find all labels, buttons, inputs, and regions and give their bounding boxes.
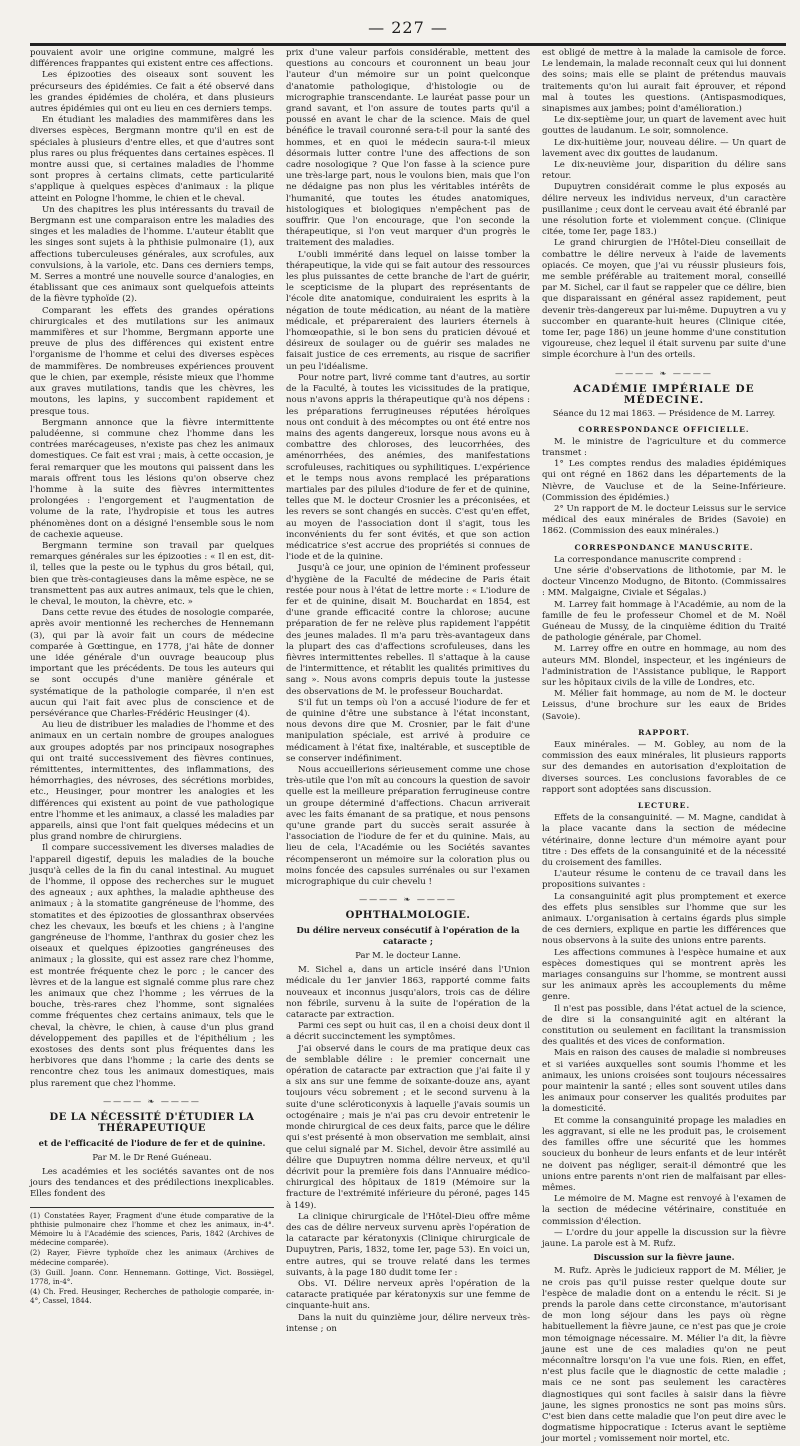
paragraph: Le grand chirurgien de l'Hôtel-Dieu conseillait de combattre le délire nerveux à l'aide de lavements opiacés. Ce moyen, que j'ai vu réussir plusieurs fois, me semble préférable au traitement moral, conseillé par M. Sichel, car il faut se rappeler que ce délire, bien que disparaissant en général assez rapidement, peut devenir très-dangereux par lui-même. Dupuytren a vu y succomber en quarante-huit heures (Clinique citée, tome Ier, page 186) un jeune homme d'une constitution vigoureuse, chez lequel il était survenu par suite d'une simple écorchure à l'un des orteils. [542, 238, 786, 361]
article-subtitle: et de l'efficacité de l'iodure de fer et de quinine. [38, 1137, 266, 1148]
paragraph: Au lieu de distribuer les maladies de l'homme et des animaux en un certain nombre de groupes analogues aux groupes adoptés par nos principaux nosographes qui ont traité successivement des fièvres continues, rémittentes, intermittentes, des inflammations, des hémorrhagies, des névroses, des sécrétions morbides, etc., Heusinger, pour montrer les analogies et les différences qui existent au point de vue pathologique entre l'homme et les animaux, a classé les maladies par appareils, ainsi que l'ont fait quelques médecins et un plus grand nombre de chirurgiens. [30, 720, 274, 843]
column-3 [542, 48, 786, 1446]
paragraph: Nous accueillerions sérieusement comme une chose très-utile que l'on mît au concours la question de savoir quelle est la meilleure préparation ferrugineuse contre un groupe déterminé d'affections. Chacun arriverait avec les faits émanant de sa pratique, et nous pensons qu'une grande part du succès serait assurée à l'association de l'iodure de fer et du quinine. Mais, au lieu de cela, l'Académie ou les Sociétés savantes récompenseront un mémoire sur la coloration plus ou moins foncée des capsules surrénales ou sur l'examen micrographique du cuir chevelu ! [286, 765, 530, 888]
paragraph: prix d'une valeur parfois considérable, mettent des questions au concours et couronnent un beau jour l'auteur d'un mémoire sur un point quelconque d'anatomie pathologique, d'histologie ou de micrographie transcendante. Le lauréat passe pour un grand savant, et l'on assure de toutes parts qu'il a poussé en avant le char de la science. Mais de quel bénéfice le travail couronné sera-t-il pour la santé des hommes, et en quoi le médecin saura-t-il mieux désormais lutter contre l'une des affections de son cadre nosologique ? Que l'on fasse à la science pure une très-large part, nous le voulons bien, mais que l'on ne dédaigne pas non plus les véritables intérêts de l'humanité, que toutes les études anatomiques, histologiques et biologiques n'empêchent pas de souffrir. Que l'on encourage, que l'on seconde la thérapeutique, si l'on veut marquer d'un progrès le traitement des maladies. [286, 48, 530, 249]
paragraph: Obs. VI. Délire nerveux après l'opération de la cataracte pratiquée par kératonyxis sur une femme de cinquante-huit ans. [286, 1278, 530, 1312]
section-separator [286, 894, 530, 905]
report-label: RAPPORT. [638, 727, 690, 737]
paragraph: Effets de la consanguinité. — M. Magne, candidat à la place vacante dans la section de médecine vétérinaire, donne lecture d'un mémoire ayant pour titre : Des effets de la consanguinité et de la nécessité du croisement des familles. [542, 813, 786, 869]
paragraph: M. Larrey offre en outre en hommage, au nom des auteurs MM. Blondel, inspecteur, et les ingénieurs de l'administration de l'Assistance publique, le Rapport sur les hôpitaux civils de la ville de Londres, etc. [542, 644, 786, 688]
paragraph: Mais en raison des causes de maladie si nombreuses et si variées auxquelles sont soumis l'homme et les animaux, les unions croisées sont toujours nécessaires pour maintenir la santé ; elles sont souvent utiles dans les animaux pour conserver les qualités produites par la domesticité. [542, 1048, 786, 1115]
footnotes [30, 1207, 274, 1306]
article-author: Par M. le Dr René Guéneau. [92, 1151, 212, 1162]
header-rule [30, 43, 786, 46]
paragraph: S'il fut un temps où l'on a accusé l'iodure de fer et de quinine d'être une substance à l'état inconstant, nous devons dire que M. Crosnier, par le fait d'une manipulation spéciale, est arrivé à produire ce médicament à l'état fixe, inaltérable, et susceptible de se conserver indéfiniment. [286, 697, 530, 764]
paragraph: Pour notre part, livré comme tant d'autres, au sortir de la Faculté, à toutes les vicissitudes de la pratique, nous n'avons appris la thérapeutique qu'à nos dépens : les préparations ferrugineuses réputées héroïques nous ont conduit à des mécomptes ou ont été entre nos mains des agents dangereux, lorsque nous avons eu à combattre des chloroses, des leucorrhées, des aménorrhées, des anémies, des manifestations scrofuleuses, rachitiques ou syphilitiques. L'expérience et le temps nous avons remplacé les préparations martiales par des pilules d'iodure de fer et de quinine, telles que M. le docteur Crosnier les a préconisées, et les revers se sont changés en succès. C'est qu'en effet, au moyen de l'association dont il s'agit, tous les inconvénients du fer sont évités, et que son action médicatrice s'est accrue des propriétés si connues de l'iode et de la quinine. [286, 372, 530, 563]
paragraph: M. Sichel a, dans un article inséré dans l'Union médicale du 1er janvier 1863, rapporté comme faits nouveaux et inconnus jusqu'alors, trois cas de délire non fébrile, survenu à la suite de l'opération de la cataracte par extraction. [286, 965, 530, 1021]
paragraph: La clinique chirurgicale de l'Hôtel-Dieu offre même des cas de délire nerveux survenu après l'opération de la cataracte par kératonyxis (Clinique chirurgicale de Dupuytren, Paris, 1832, tome Ier, page 53). En voici un, entre autres, qui se trouve relaté dans les termes suivants, à la page 180 dudit tome Ier : [286, 1211, 530, 1278]
paragraph: Il n'est pas possible, dans l'état actuel de la science, de dire si la consanguinité agit en altérant la constitution ou seulement en facilitant la transmission des qualités et des vices de conformation. [542, 1003, 786, 1048]
paragraph: Un des chapitres les plus intéressants du travail de Bergmann est une comparaison entre les maladies des singes et les maladies de l'homme. L'auteur établit que les singes sont sujets à la phthisie pulmonaire (1), aux affections tuberculeuses générales, aux scrofules, aux convulsions, à la variole, etc. Dans ces derniers temps, M. Serres a montré une nouvelle source d'analogies, en établissant que ces animaux sont quelquefois atteints de la fièvre typhoïde (2). [30, 204, 274, 305]
paragraph: est obligé de mettre à la malade la camisole de force. Le lendemain, la malade reconnaît ceux qui lui donnent des soins; mais elle se plaint de prétendus mauvais traitements qu'on lui aurait fait éprouver, et répond mal à toutes les questions. (Antispasmodiques, sinapismes aux jambes; point d'amélioration.) [542, 48, 786, 115]
paragraph: J'ai observé dans le cours de ma pratique deux cas de semblable délire : le premier concernait une opération de cataracte par extraction que j'ai faite il y a six ans sur une femme de soixante-douze ans, ayant toujours vécu sobrement ; et le second survenu à la suite d'une scléroticonyxis à laquelle j'avais soumis un octogénaire ; mais je n'ai pas cru devoir entretenir le monde chirurgical de ces deux faits, parce que le délire qui s'est présenté à mon observation me semblait, ainsi que celui signalé par M. Sichel, devoir être assimilé au délire que Dupuytren nomma délire nerveux, et qu'il décrivit pour la première fois dans l'Annuaire médico-chirurgical des hôpitaux de 1819 (Mémoire sur la fracture de l'extrémité inférieure du péroné, pages 145 à 149). [286, 1043, 530, 1211]
footnote: (2) Rayer, Fièvre typhoïde chez les animaux (Archives de médecine comparée). [30, 1248, 274, 1267]
paragraph: En étudiant les maladies des mammifères dans les diverses espèces, Bergmann montre qu'il en est de spéciales à plusieurs d'entre elles, et que d'autres sont plus rares ou plus fréquentes dans certaines espèces. Il montre aussi que, si certaines maladies de l'homme sont propres à certains climats, cette particularité s'applique à quelques espèces d'animaux : la plique atteint en Pologne l'homme, le chien et le cheval. [30, 115, 274, 204]
paragraph: L'oubli immérité dans lequel on laisse tomber la thérapeutique, la vide qui se fait autour des ressources les plus puissantes de cette branche de l'art de guérir, le scepticisme de la plupart des représentants de l'école dite anatomique, conduiraient les esprits à la négation de toute médication, au néant de la matière médicale, et prépareraient des lauriers éternels à l'homœopathie, si le bon sens du praticien dévoué et désireux de soulager ou de guérir ses malades ne faisait justice de ces errements, au risque de sacrifier un peu l'idéalisme. [286, 249, 530, 372]
section-separator [542, 368, 786, 379]
footnote: (3) Guill. Joann. Conr. Hennemann. Gottinge, Vict. Bossiègel, 1778, in-4°. [30, 1267, 274, 1286]
paragraph: Jusqu'à ce jour, une opinion de l'éminent professeur d'hygiène de la Faculté de médecine de Paris était restée pour nous à l'état de lettre morte : « L'iodure de fer et de quinine, disait M. Bouchardat en 1854, est d'une grande efficacité contre la chlorose; aucune préparation de fer ne relève plus rapidement l'appétit des jeunes malades. Il m'a paru très-avantageux dans la plupart des cas d'affections scrofuleuses, dans les fièvres intermittentes rebelles. Il s'attaque à la cause de l'intermittence, et rétablit les qualités primitives du sang ». Nous avons compris depuis toute la justesse des observations de M. le professeur Bouchardat. [286, 563, 530, 697]
paragraph: Dans la nuit du quinzième jour, délire nerveux très-intense ; on [286, 1312, 530, 1334]
column-1 [30, 48, 274, 1446]
paragraph: M. le ministre de l'agriculture et du commerce transmet : [542, 436, 786, 458]
article-subtitle: Du délire nerveux consécutif à l'opération de la cataracte ; [296, 924, 520, 946]
paragraph: Dans cette revue des études de nosologie comparée, après avoir mentionné les recherches de Hennemann (3), qui par là avoir fait un cours de médecine comparée à Gœttingue, en 1778, j'ai hâte de donner une idée générale d'un ouvrage beaucoup plus important que les précédents. De tous les auteurs qui se sont occupés d'une manière générale et systématique de la pathologie comparée, il n'en est aucun qui l'ait fait avec plus de conscience et de persévérance que Charles-Frédéric Heusinger (4). [30, 608, 274, 719]
paragraph: Dupuytren considérait comme le plus exposés au délire nerveux les individus nerveux, d'un caractère pusillanime ; ceux dont le cerveau avait été ébranlé par une résolution forte et violemment conçue. (Clinique citée, tome Ier, page 183.) [542, 182, 786, 238]
paragraph: M. Rufz. Après le judicieux rapport de M. Mélier, je ne crois pas qu'il puisse rester quelque doute sur l'espèce de maladie dont on a entendu le récit. Si je prends la parole dans cette circonstance, m'autorisant de mon long séjour dans les pays où règne habituellement la fièvre jaune, ce n'est pas que je croie mon témoignage nécessaire. M. Mélier l'a dit, la fièvre jaune est une de ces maladies qu'on ne peut méconnaître lorsqu'on l'a vue une fois. Rien, en effet, n'est plus facile que le diagnostic de cette maladie ; mais ce ne sont pas seulement les caractères diagnostiques qui sont faciles à saisir dans la fièvre jaune, les signes pronostics ne sont pas moins sûrs. C'est bien dans cette maladie que l'on peut dire avec le dogmatisme hippocratique : Icterus avant le septième jour mortel ; vomissement noir mortel, etc. [542, 1266, 786, 1445]
paragraph: — L'ordre du jour appelle la discussion sur la fièvre jaune. La parole est à M. Rufz. [542, 1227, 786, 1249]
paragraph: Parmi ces sept ou huit cas, il en a choisi deux dont il a décrit succinctement les symptômes. [286, 1021, 530, 1043]
discussion-title: Discussion sur la fièvre jaune. [593, 1252, 735, 1263]
text-columns [30, 48, 786, 1445]
paragraph: La consanguinité agit plus promptement et exerce des effets plus sensibles sur l'homme que sur les animaux. L'organisation à certains égards plus simple de ces derniers, explique en partie les différences que nous observons à la suite des unions entre parents. [542, 891, 786, 947]
paragraph: Les académies et les sociétés savantes ont de nos jours des tendances et des prédilections inexplicables. Elles fondent des [30, 1166, 274, 1200]
paragraph: Le dix-huitième jour, nouveau délire. — Un quart de lavement avec dix gouttes de laudanum. [542, 137, 786, 159]
paragraph: 1° Les comptes rendus des maladies épidémiques qui ont régné en 1862 dans les départements de la Nièvre, de Vaucluse et de la Seine-Inférieure. (Commission des épidémies.) [542, 459, 786, 503]
paragraph: M. Larrey fait hommage à l'Académie, au nom de la famille de feu le professeur Chomel et de M. Noël Guéneau de Mussy, de la cinquième édition du Traité de pathologie générale, par Chomel. [542, 599, 786, 644]
paragraph: Les épizooties des oiseaux sont souvent les précurseurs des épidémies. Ce fait a été observé dans les grandes épidémies de choléra, et dans plusieurs autres épidémies qui ont eu lieu en ces derniers temps. [30, 70, 274, 115]
paragraph: Comparant les effets des grandes opérations chirurgicales et des mutilations sur les animaux mammifères et sur l'homme, Bergmann apporte une preuve de plus des différences qui existent entre l'organisme de l'homme et celui des diverses espèces de mammifères. De nombreuses expériences prouvent que le chien, par exemple, résiste mieux que l'homme aux graves mutilations, tandis que les chèvres, les moutons, les lapins, y succombent rapidement et presque tous. [30, 305, 274, 417]
paragraph: L'auteur résume le contenu de ce travail dans les propositions suivantes : [542, 869, 786, 891]
section-separator [30, 1096, 274, 1107]
article-title: OPHTHALMOLOGIE. [345, 910, 471, 922]
page-number: — 227 — [368, 18, 448, 37]
article-title: DE LA NÉCESSITÉ D'ÉTUDIER LA THÉRAPEUTIQUE [49, 1112, 255, 1135]
paragraph: Les affections communes à l'espèce humaine et aux espèces domestiques qui se montrent après les mariages consanguins sur l'homme, se montrent aussi sur les animaux après les accouplements du même genre. [542, 947, 786, 1003]
paragraph: Une série d'observations de lithotomie, par M. le docteur Vincenzo Modugno, de Bitonto. (Commissaires : MM. Malgaigne, Civiale et Ségalas.) [542, 565, 786, 599]
paragraph: Bergmann termine son travail par quelques remarques générales sur les épizooties : « Il en est, dit-il, telles que la peste ou le typhus du gros bétail, qui, bien que très-contagieuses dans la même espèce, ne se transmettent pas aux autres animaux, tels que le chien, le cheval, le mouton, la chèvre, etc. » [30, 540, 274, 607]
paragraph: 2° Un rapport de M. le docteur Leissus sur le service médical des eaux minérales de Brides (Savoie) en 1862. (Commission des eaux minérales.) [542, 503, 786, 537]
paragraph: M. Mélier fait hommage, au nom de M. le docteur Leissus, d'une brochure sur les eaux de Brides (Savoie). [542, 689, 786, 722]
manuscript-correspondence-label: CORRESPONDANCE MANUSCRITE. [574, 542, 754, 552]
paragraph: Le dix-septième jour, un quart de lavement avec huit gouttes de laudanum. Le soir, somnolence. [542, 115, 786, 137]
paragraph: Eaux minérales. — M. Gobley, au nom de la commission des eaux minérales, lit plusieurs rapports sur des demandes en autorisation d'exploitation de diverses sources. Les conclusions favorables de ce rapport sont adoptées sans discussion. [542, 739, 786, 795]
column-2 [286, 48, 530, 1446]
paragraph: Et comme la consanguinité propage les maladies en les aggravant, si elle ne les produit pas, le croisement des familles offre une sécurité que les hommes soucieux du bonheur de leurs enfants et de leur intérêt ne doivent pas négliger, serait-il démontré que les unions entre parents n'ont rien de malfaisant par elles-mêmes. [542, 1115, 786, 1193]
footnote: (4) Ch. Fred. Heusinger, Recherches de pathologie comparée, in-4°, Cassel, 1844. [30, 1287, 274, 1306]
reading-label: LECTURE. [637, 801, 691, 810]
academy-title: ACADÉMIE IMPÉRIALE DE MÉDECINE. [573, 382, 755, 407]
paragraph: Il compare successivement les diverses maladies de l'appareil digestif, depuis les maladies de la bouche jusqu'à celles de la fin du canal intestinal. Au muguet de l'homme, il oppose des recherches sur le muguet des agneaux ; aux aphthes, la maladie aphtheuse des animaux ; à la stomatite gangréneuse de l'homme, des stomatites et des épizooties de glossanthrax observées chez les chevaux, les bœufs et les chiens ; à l'angine gangréneuse de l'homme, l'anthrax du gosier chez les oiseaux et quelques épizooties gangréneuses des animaux ; la glossite, qui est assez rare chez l'homme, est montrée fréquente chez le porc ; le cancer des lèvres et de la langue est signalé comme plus rare chez les animaux que chez l'homme ; les vérrues de la bouche, très-rares chez l'homme, sont signalées comme fréquentes chez certains animaux, tels que le cheval, la chèvre, le chien, à cause d'un plus grand développement des papilles et de l'épithélium ; les exostoses des dents sont plus fréquentes dans les herbivores que dans l'homme ; la carie des dents se rencontre chez tous les animaux domestiques, mais plus rarement que chez l'homme. [30, 843, 274, 1089]
session-line: Séance du 12 mai 1863. — Présidence de M. Larrey. [552, 408, 776, 419]
paragraph: pouvaient avoir une origine commune, malgré les différences frappantes qui existent entre ces affections. [30, 48, 274, 70]
paragraph: La correspondance manuscrite comprend : [554, 554, 742, 565]
paragraph: Bergmann annonce que la fièvre intermittente paludéenne, si commune chez l'homme dans les contrées marécageuses, n'existe pas chez les animaux domestiques. Ce fait est vrai ; mais, à cette occasion, je ferai remarquer que les moutons qui paissent dans les marais offrent tous les lésions qu'on observe chez l'homme à la suite des fièvres intermittentes prolongées : l'engorgement et l'augmentation de volume de la rate, l'hydropisie et tous les autres phénomènes dont on a désigné l'ensemble sous le nom de cachexie aqueuse. [30, 417, 274, 540]
footnote: (1) Constatées Rayer, Fragment d'une étude comparative de la phthisie pulmonaire chez l'homme et chez les animaux, in-4°. Mémoire lu à l'Académie des sciences, Paris, 1842 (Archives de médecine comparée). [30, 1210, 274, 1248]
official-correspondence-label: CORRESPONDANCE OFFICIELLE. [578, 424, 750, 434]
page-header [30, 14, 786, 48]
paragraph: Le mémoire de M. Magne est renvoyé à l'examen de la section de médecine vétérinaire, constituée en commission d'élection. [542, 1194, 786, 1227]
article-author: Par M. le docteur Lanne. [355, 950, 461, 961]
paragraph: Le dix-neuvième jour, disparition du délire sans retour. [542, 160, 786, 182]
